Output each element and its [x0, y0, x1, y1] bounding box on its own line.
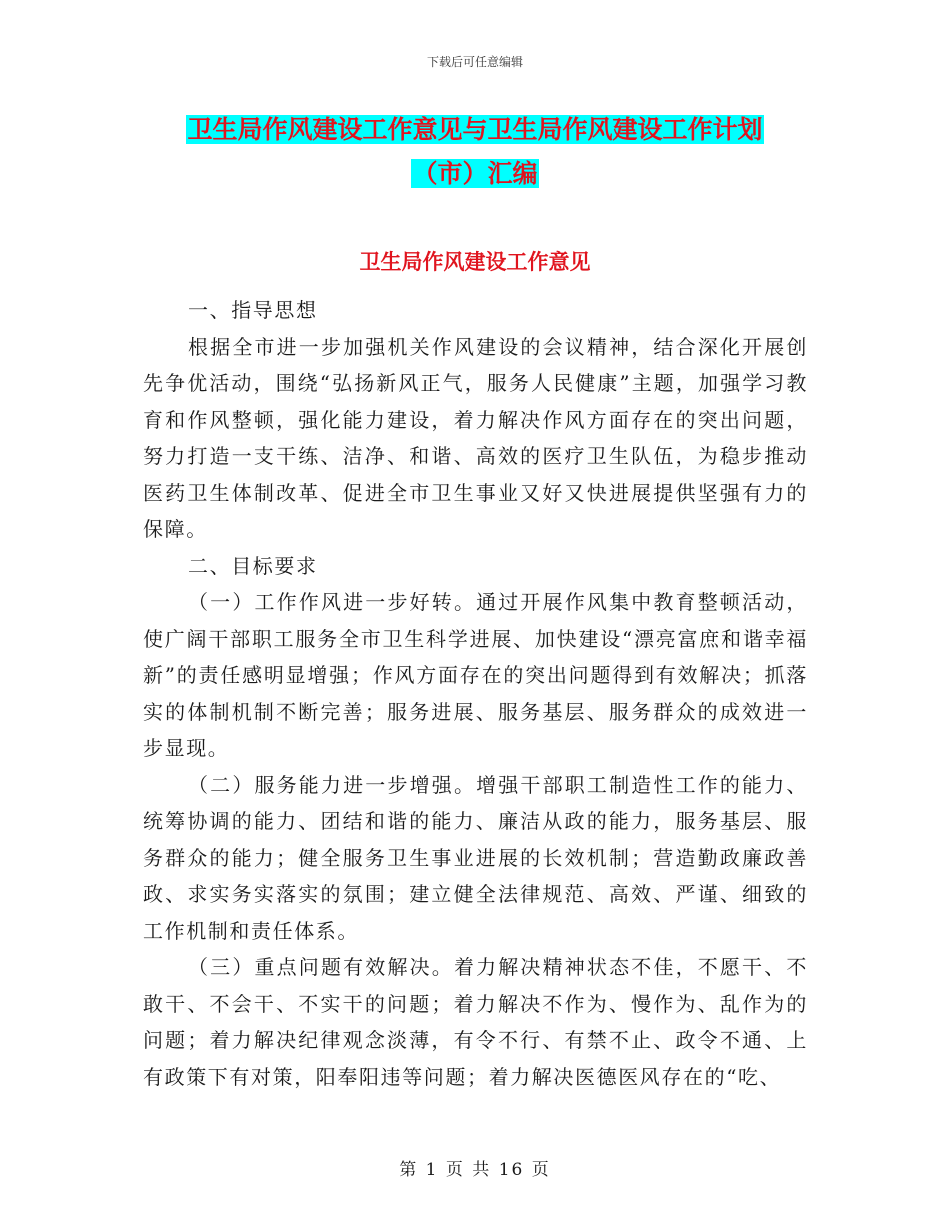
- document-title-text-1: 卫生局作风建设工作意见与卫生局作风建设工作计划: [187, 115, 763, 144]
- paragraph-goal-3: （三）重点问题有效解决。着力解决精神状态不佳，不愿干、不敢干、不会干、不实干的问题；着力解决不作为、慢作为、乱作为的问题；着力解决纪律观念淡薄，有令不行、有禁不止、政令不通、上有政策下有对策，阳奉阳违等问题；着力解决医德医风存在的“吃、: [143, 955, 808, 1089]
- heading-goals: 二、目标要求: [188, 553, 318, 578]
- document-title-text-2: （市）汇编: [412, 159, 538, 188]
- paragraph-goal-2: （二）服务能力进一步增强。增强干部职工制造性工作的能力、统筹协调的能力、团结和谐的能力、廉洁从政的能力，服务基层、服务群众的能力；健全服务卫生事业进展的长效机制；营造勤政廉政善政、求实务实落实的氛围；建立健全法律规范、高效、严谨、细致的工作机制和责任体系。: [143, 772, 808, 943]
- document-body: [143, 292, 808, 1095]
- section-title: 卫生局作风建设工作意见: [359, 249, 591, 274]
- header-note: 下载后可任意编辑: [426, 55, 523, 69]
- document-title-line-2: [140, 152, 810, 196]
- page-number-footer: 第 1 页 共 16 页: [399, 1160, 551, 1180]
- paragraph-guiding-ideology: 根据全市进一步加强机关作风建设的会议精神，结合深化开展创先争优活动，围绕“弘扬新风正气，服务人民健康”主题，加强学习教育和作风整顿，强化能力建设，着力解决作风方面存在的突出问题，努力打造一支干练、洁净、和谐、高效的医疗卫生队伍，为稳步推动医药卫生体制改革、促进全市卫生事业又好又快进展提供坚强有力的保障。: [143, 334, 808, 541]
- heading-guiding-ideology: 一、指导思想: [188, 298, 318, 322]
- document-title-line-1: [140, 108, 810, 152]
- paragraph-goal-1: （一）工作作风进一步好转。通过开展作风集中教育整顿活动，使广阔干部职工服务全市卫生科学进展、加快建设“漂亮富庶和谐幸福新”的责任感明显增强；作风方面存在的突出问题得到有效解决；抓落实的体制机制不断完善；服务进展、服务基层、服务群众的成效进一步显现。: [143, 590, 808, 760]
